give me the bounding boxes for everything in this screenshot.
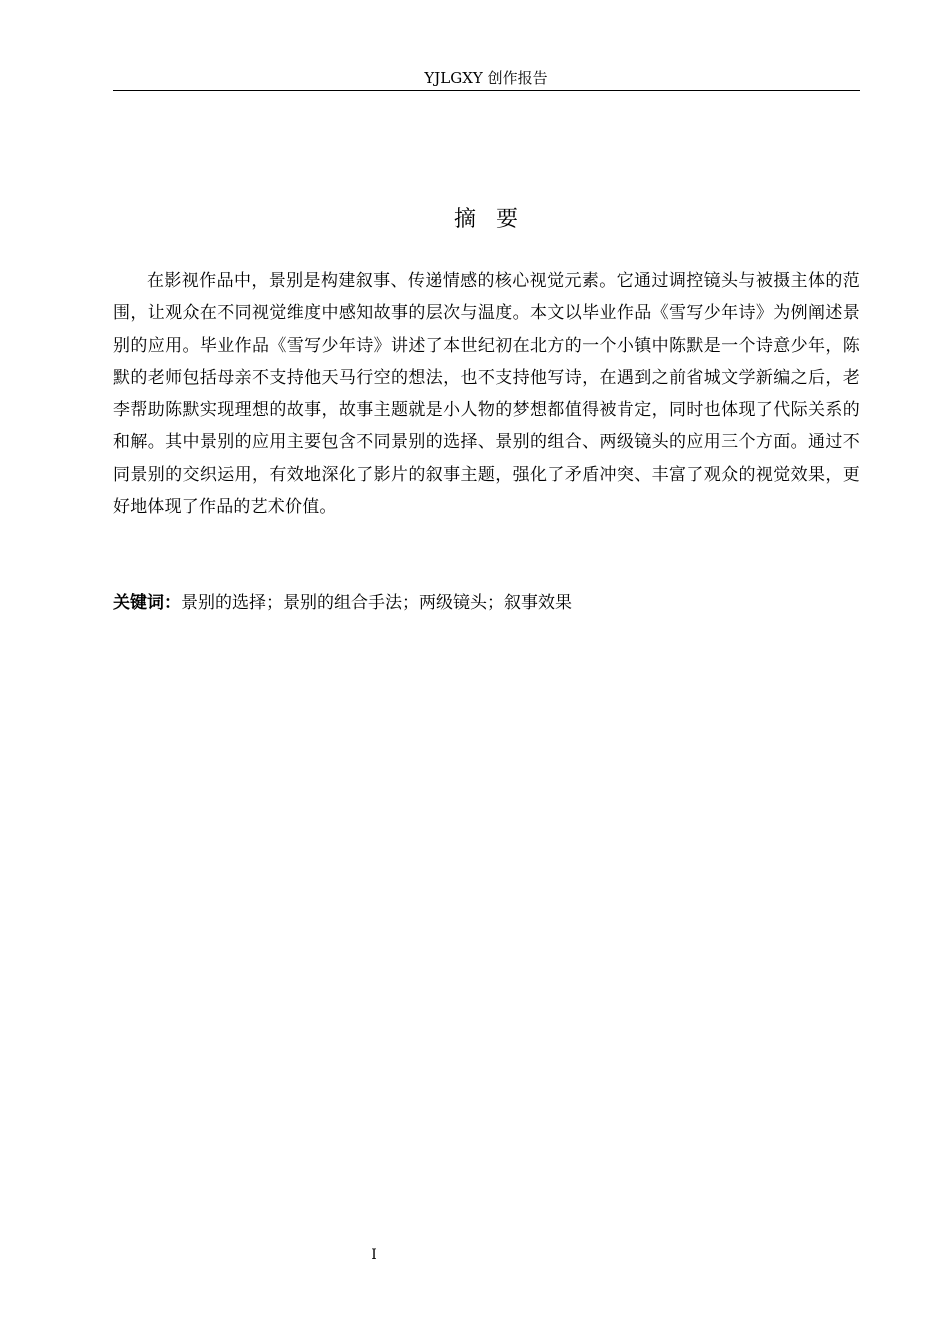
abstract-title: 摘要 xyxy=(453,207,538,232)
keywords-line xyxy=(113,588,860,618)
keywords-list: 景别的选择；景别的组合手法；两级镜头；叙事效果 xyxy=(181,593,572,613)
page-number: I xyxy=(371,1247,377,1263)
keywords-label: 关键词： xyxy=(113,593,181,613)
header-divider xyxy=(113,90,860,91)
page-header xyxy=(113,66,859,90)
header-title: YJLGXY 创作报告 xyxy=(424,69,548,87)
abstract-body: 在影视作品中，景别是构建叙事、传递情感的核心视觉元素。它通过调控镜头与被摄主体的范围，让观众在不同视觉维度中感知故事的层次与温度。本文以毕业作品《雪写少年诗》为例阐述景别的应用。毕业作品《雪写少年诗》讲述了本世纪初在北方的一个小镇中陈默是一个诗意少年，陈默的老师包括母亲不支持他天马行空的想法，也不支持他写诗，在遇到之前省城文学新编之后，老李帮助陈默实现理想的故事，故事主题就是小人物的梦想都值得被肯定，同时也体现了代际关系的和解。其中景别的应用主要包含不同景别的选择、景别的组合、两级镜头的应用三个方面。通过不同景别的交织运用，有效地深化了影片的叙事主题，强化了矛盾冲突、丰富了观众的视觉效果，更好地体现了作品的艺术价值。 xyxy=(113,271,860,518)
